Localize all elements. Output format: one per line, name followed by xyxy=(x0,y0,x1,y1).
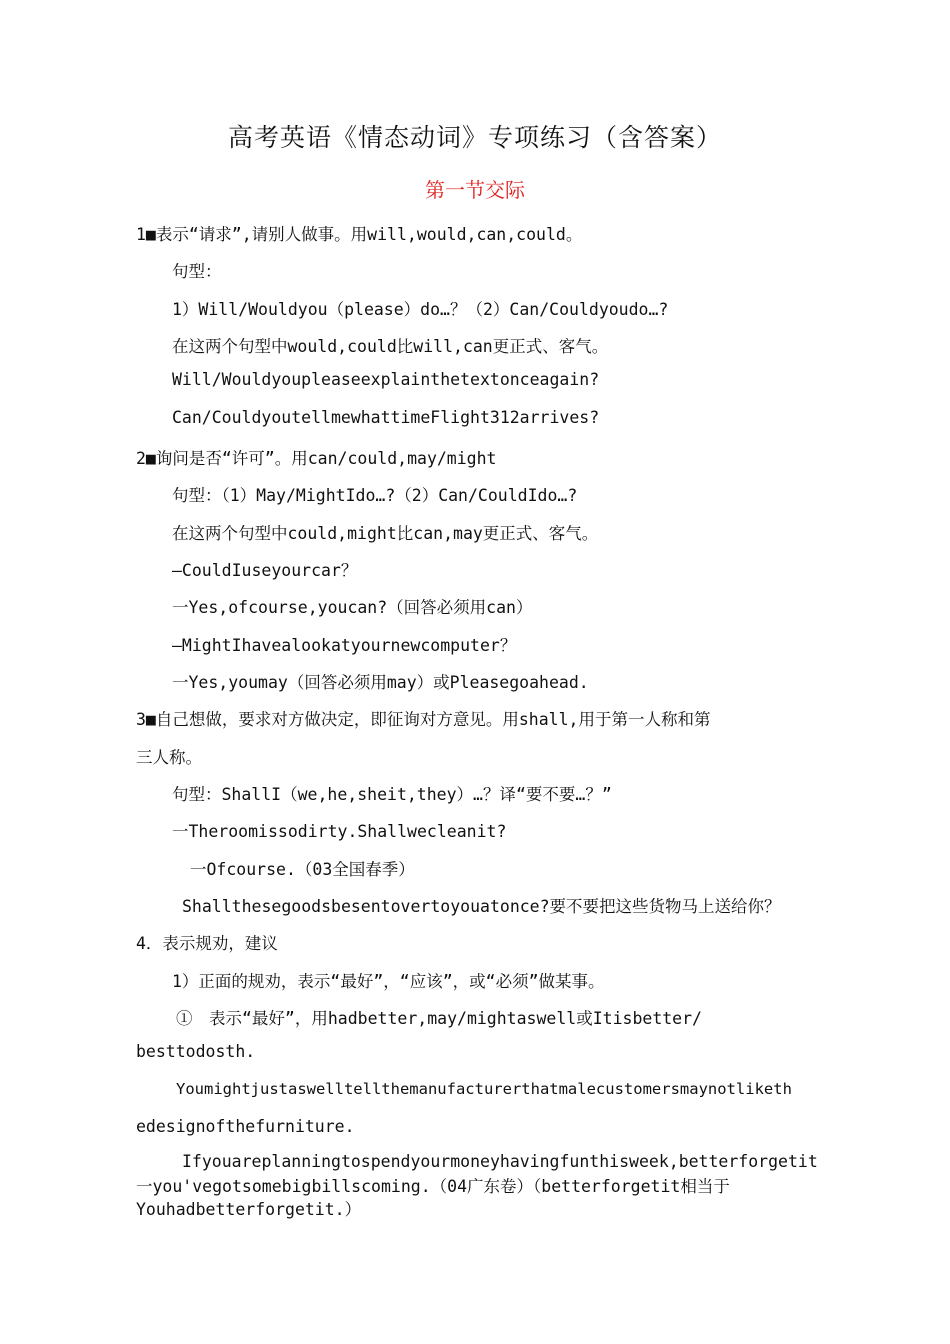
item-1-heading: 1■表示“请求”,请别人做事。用will,would,can,could。 xyxy=(136,225,583,244)
point-line: ① 表示“最好”，用hadbetter,may/mightaswell或Itisbetter/ xyxy=(176,1009,702,1028)
example-line: Ifyouareplanningtospendyourmoneyhavingfunthisweek,betterforgetit xyxy=(182,1152,818,1171)
item-4-heading: 4．表示规劝，建议 xyxy=(136,934,278,953)
point-line-continued: besttodosth. xyxy=(136,1042,256,1061)
item-3-heading-continued: 三人称。 xyxy=(136,748,202,767)
pattern-line: 1）Will/Wouldyou（please）do…？（2）Can/Couldyoudo…? xyxy=(172,300,669,319)
example-line: Youmightjustaswelltellthemanufacturerthatmalecustomersmaynotliketh xyxy=(176,1080,792,1098)
example-line-continued: edesignofthefurniture. xyxy=(136,1117,355,1136)
item-2-heading: 2■询问是否“许可”。用can/could,may/might xyxy=(136,449,497,468)
note-line: 在这两个句型中would,could比will,can更正式、客气。 xyxy=(172,337,609,356)
dialogue-line: —CouldIuseyourcar？ xyxy=(172,561,358,580)
item-3-heading: 3■自己想做，要求对方做决定，即征询对方意见。用shall,用于第一人称和第 xyxy=(136,710,711,729)
pattern-label: 句型： xyxy=(172,262,222,281)
pattern-line: 句型：（1）May/MightIdo…?（2）Can/CouldIdo…? xyxy=(172,486,578,505)
pattern-line: 句型：ShallI（we,he,sheit,they）…？译“要不要…？” xyxy=(172,785,612,804)
example-line-continued: Youhadbetterforgetit.） xyxy=(136,1200,362,1219)
example-line-continued: 一you'vegotsomebigbillscoming.（04广东卷）（betterforgetit相当于 xyxy=(136,1177,730,1196)
dialogue-line: —MightIhavealookatyournewcomputer？ xyxy=(172,636,517,655)
dialogue-line: 一Yes,youmay（回答必须用may）或Pleasegoahead. xyxy=(172,673,589,692)
dialogue-line: 一Ofcourse.（03全国春季） xyxy=(190,860,415,879)
dialogue-line: 一Theroomissodirty.Shallwecleanit? xyxy=(172,822,507,841)
note-line: 在这两个句型中could,might比can,may更正式、客气。 xyxy=(172,524,599,543)
page-title: 高考英语《情态动词》专项练习（含答案） xyxy=(227,123,722,152)
subheading-line: 1）正面的规劝，表示“最好”，“应该”，或“必须”做某事。 xyxy=(172,972,605,991)
example-line: Shallthesegoodsbesentovertoyouatonce?要不要把这些货物马上送给你？ xyxy=(182,897,781,916)
example-line: Will/Wouldyoupleaseexplainthetextonceagain? xyxy=(172,370,600,389)
dialogue-line: 一Yes,ofcourse,youcan?（回答必须用can） xyxy=(172,598,533,617)
example-line: Can/CouldyoutellmewhattimeFlight312arrives? xyxy=(172,408,600,427)
section-heading: 第一节交际 xyxy=(425,178,525,202)
